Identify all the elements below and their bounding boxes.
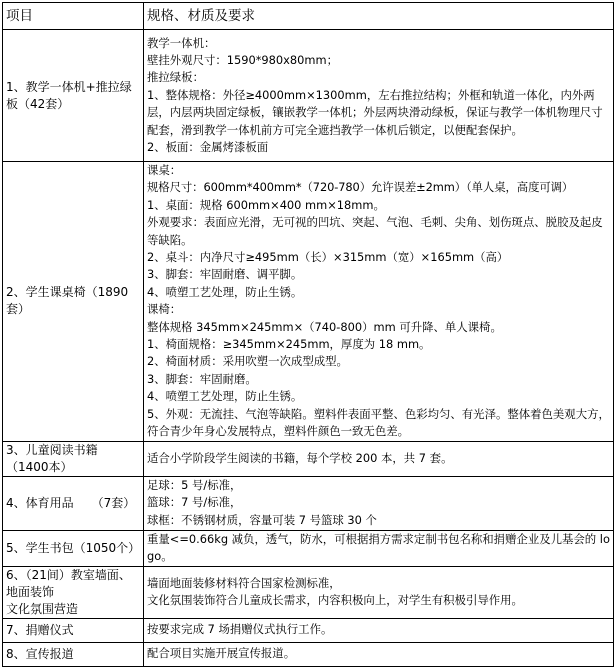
spec-line: 配合项目实施开展宣传报道。 [147,646,296,661]
row-item-cell: 3、儿童阅读书籍（1400本） [3,441,144,476]
spec-line: 课桌： [147,163,182,177]
spec-line: 规格尺寸：600mm*400mm*（720-780）允许误差±2mm）（单人桌，高度可调） [147,180,574,195]
table-row [3,642,614,666]
row-spec-cell [144,618,614,642]
spec-line: 1、椅面规格：≥345mm×245mm，厚度为 18 mm。 [147,337,431,352]
spec-line: 4、喷塑工艺处理，防止生锈。 [147,389,303,404]
row-item-cell: 6、（21间）教室墙面、地面装饰 文化氛围营造 [3,566,144,618]
spec-line: 适合小学阶段学生阅读的书籍，每个学校 200 本，共 7 套。 [147,450,453,465]
spec-line: 3、脚套：牢固耐磨。 [147,371,257,386]
row-spec-cell [144,476,614,530]
header-spec: 规格、材质及要求 [144,3,614,30]
spec-line: 2、桌斗：内净尺寸≥495mm（长）×315mm（宽）×165mm（高） [147,250,509,265]
row-item-cell: 8、宣传报道 [3,642,144,666]
spec-line: 课椅： [147,302,182,317]
table-row [3,162,614,442]
spec-line: 整体规格 345mm×245mm×（740-800）mm 可升降、单人课椅。 [147,319,502,334]
row-spec-cell [144,441,614,476]
table-row [3,476,614,530]
spec-line: 墙面地面装修材料符合国家检测标准， [147,575,341,590]
table-row [3,566,614,618]
row-item-cell: 7、捐赠仪式 [3,618,144,642]
row-spec-cell [144,162,614,442]
spec-line: 推拉绿板： [147,70,204,85]
row-item-cell: 5、学生书包（1050个） [3,530,144,566]
spec-line: 4、喷塑工艺处理，防止生锈。 [147,284,303,299]
spec-line: 2、椅面材质：采用吹塑一次成型成型。 [147,354,348,369]
row-item-cell: 2、学生课桌椅（1890套） [3,162,144,442]
table-row [3,30,614,162]
spec-line: 球框：不锈钢材质，容量可装 7 号篮球 30 个 [147,512,377,527]
spec-line: 2、板面：金属烤漆板面 [147,140,269,155]
spec-line: 篮球：7 号/标准， [147,495,242,510]
spec-line: 足球：5 号/标准， [147,477,242,492]
row-spec-cell [144,30,614,162]
table-row [3,530,614,566]
row-item-cell: 4、体育用品 （7套） [3,476,144,530]
header-item: 项目 [3,3,144,30]
spec-line: 1、桌面：规格 600mm×400 mm×18mm。 [147,197,385,212]
spec-line: 教学一体机： [147,35,216,50]
table-row [3,618,614,642]
row-spec-cell [144,566,614,618]
spec-line: 按要求完成 7 场捐赠仪式执行工作。 [147,622,333,637]
spec-line: 1、整体规格：外径≥4000mm×1300mm，左右推拉结构；外框和轨道一体化，内外两层，内层两块固定绿板，镶嵌教学一体机；外层两块滑动绿板，保证与教学一体机物理尺寸配套，滑到教学一体机前方可完全遮挡教学一体机后锁定，以便配套保护。 [147,87,603,137]
spec-line: 文化氛围装饰符合儿童成长需求，内容积极向上，对学生有积极引导作用。 [147,593,523,607]
row-spec-cell [144,530,614,566]
spec-line: 重量<=0.66kg 减负，透气，防水，可根据捐方需求定制书包名称和捐赠企业及儿基会的 logo。 [147,531,610,563]
spec-line: 壁挂外观尺寸：1590*980x80mm； [147,52,338,67]
spec-line: 3、脚套：牢固耐磨、调平脚。 [147,267,303,282]
spec-line: 外观要求：表面应光滑，无可视的凹坑、突起、气泡、毛刺、尖角、划伤斑点、脱胶及起皮等缺陷。 [147,215,603,247]
spec-table [2,2,614,667]
spec-line: 5、外观：无流挂、气泡等缺陷。塑料件表面平整、色彩均匀、有光泽。整体着色美观大方，符合青少年身心发展特点，塑料件颜色一致无色差。 [147,406,610,439]
row-item-cell: 1、教学一体机+推拉绿板（42套） [3,30,144,162]
table-row [3,441,614,476]
header-row [3,3,614,30]
row-spec-cell [144,642,614,666]
